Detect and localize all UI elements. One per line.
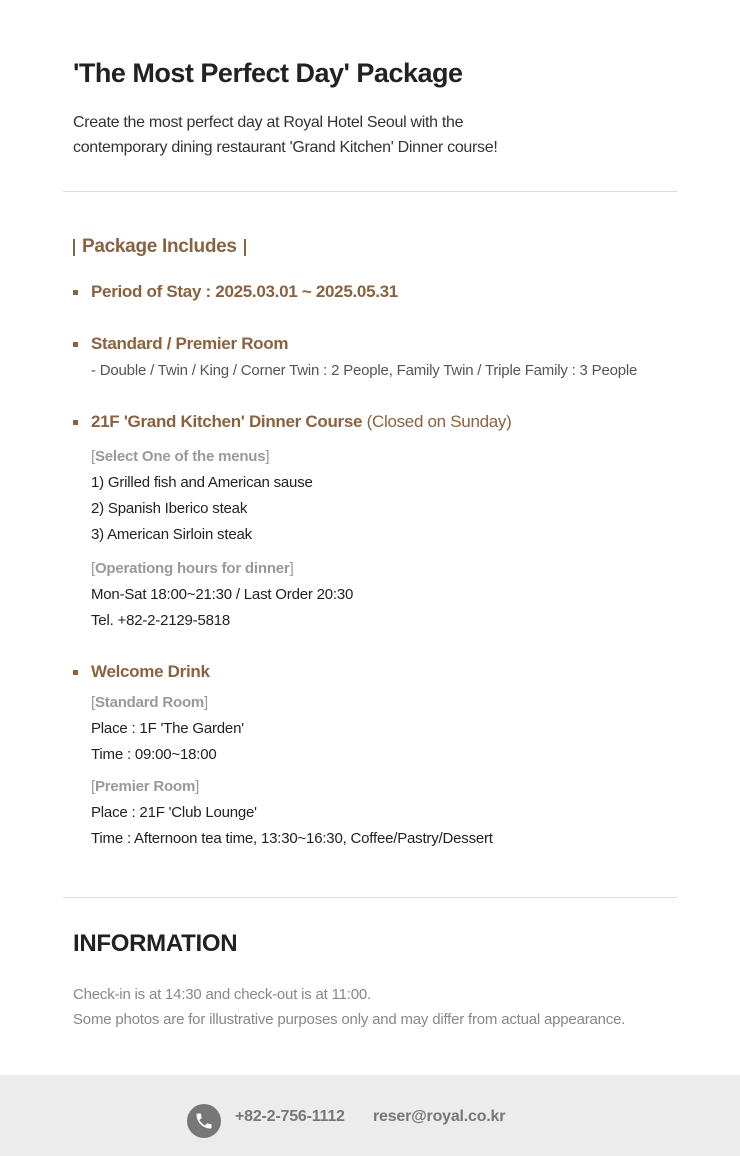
hours-heading [91, 560, 294, 577]
standard-place: Place : 1F 'The Garden' [91, 720, 244, 737]
dinner-title-text: 21F 'Grand Kitchen' Dinner Course [91, 412, 363, 431]
footer [0, 1075, 740, 1156]
section-heading-label: Package Includes [82, 236, 237, 257]
standard-time: Time : 09:00~18:00 [91, 746, 217, 763]
divider [63, 897, 677, 898]
heading-bar [73, 239, 75, 256]
information-line: Some photos are for illustrative purposes only and may differ from actual appearance. [73, 1011, 626, 1028]
menu-heading [91, 448, 269, 465]
drink-title: Welcome Drink [91, 662, 210, 681]
footer-phone-link[interactable]: +82-2-756-1112 [235, 1108, 345, 1125]
heading-bar [244, 239, 246, 256]
menu-item: 1) Grilled fish and American sause [91, 474, 313, 491]
menu-item: 3) American Sirloin steak [91, 526, 252, 543]
premier-time: Time : Afternoon tea time, 13:30~16:30, Coffee/Pastry/Dessert [91, 830, 493, 847]
bracket: [ [91, 560, 95, 577]
divider [63, 191, 677, 192]
period-of-stay: Period of Stay : 2025.03.01 ~ 2025.05.31 [91, 282, 398, 301]
phone-glyph [194, 1111, 214, 1131]
information-line: Check-in is at 14:30 and check-out is at 11:00. [73, 986, 371, 1003]
dinner-tel: Tel. +82-2-2129-5818 [91, 612, 231, 629]
bracket: [ [91, 778, 95, 795]
premier-heading-text: Premier Room [94, 778, 196, 795]
dinner-note: (Closed on Sunday) [366, 412, 512, 431]
bracket: [ [91, 448, 95, 465]
premier-place: Place : 21F 'Club Lounge' [91, 804, 257, 821]
section-heading [73, 236, 246, 258]
bullet-icon [73, 290, 78, 295]
premier-heading [91, 778, 199, 795]
page-title: 'The Most Perfect Day' Package [73, 58, 463, 88]
bullet-icon [73, 670, 78, 675]
dinner-title [91, 412, 511, 432]
bullet-icon [73, 342, 78, 347]
bracket: ] [195, 778, 200, 795]
dinner-hours: Mon-Sat 18:00~21:30 / Last Order 20:30 [91, 586, 354, 603]
standard-heading-text: Standard Room [94, 694, 205, 711]
intro-line: contemporary dining restaurant 'Grand Kitchen' Dinner course! [73, 139, 498, 156]
room-title: Standard / Premier Room [91, 334, 289, 353]
hours-heading-text: Operationg hours for dinner [94, 560, 290, 577]
bracket: [ [91, 694, 95, 711]
intro-line: Create the most perfect day at Royal Hotel Seoul with the [73, 114, 464, 131]
menu-item: 2) Spanish Iberico steak [91, 500, 248, 517]
bullet-icon [73, 420, 78, 425]
menu-heading-text: Select One of the menus [94, 448, 266, 465]
information-title: INFORMATION [73, 930, 238, 957]
intro-text [73, 110, 497, 160]
bracket: ] [204, 694, 209, 711]
standard-heading [91, 694, 208, 711]
phone-icon[interactable] [187, 1104, 221, 1138]
bracket: ] [265, 448, 270, 465]
room-detail: - Double / Twin / King / Corner Twin : 2 People, Family Twin / Triple Family : 3 People [91, 362, 638, 379]
footer-email-link[interactable]: reser@royal.co.kr [373, 1108, 506, 1125]
bracket: ] [289, 560, 294, 577]
